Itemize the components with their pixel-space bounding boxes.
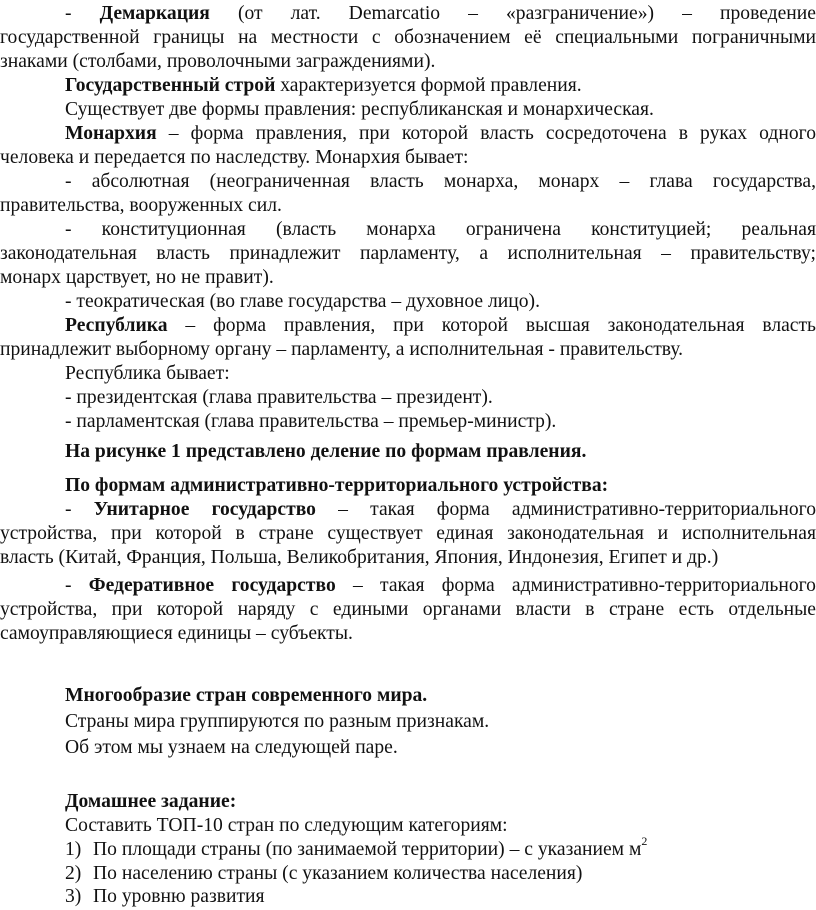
homework-heading-text: Домашнее задание: — [65, 791, 237, 812]
demarcation-line-3: знаками (столбами, проволочными заграждениями). — [0, 51, 436, 72]
constitutional-line-2: законодательная власть принадлежит парламенту, а исполнительная – правительству; — [0, 243, 816, 264]
republic-line-2: принадлежит выборному органу – парламенту, а исполнительная - правительству. — [0, 339, 684, 360]
demarcation-text: (от лат. Demarcatio – «разграничение») – проведение — [209, 3, 816, 24]
unitary-line-3: власть (Китай, Франция, Польша, Великобритания, Япония, Индонезия, Египет и др.) — [0, 547, 719, 568]
homework-item-1 — [65, 834, 816, 862]
term-republic: Республика — [65, 315, 168, 336]
admin-heading-text: По формам административно-территориального устройства: — [65, 475, 609, 496]
homework-heading — [65, 790, 816, 814]
state-structure-text: характеризуется формой правления. — [275, 75, 582, 96]
demarcation-line-2: государственной границы на местности с обозначением её специальными пограничными — [0, 27, 816, 48]
dash: - — [65, 575, 89, 596]
homework-intro: Составить ТОП-10 стран по следующим категориям: — [65, 815, 508, 836]
admin-heading — [65, 474, 816, 498]
diversity-heading-text: Многообразие стран современного мира. — [65, 685, 428, 706]
constitutional-line-3: монарх царствует, но не правит). — [0, 267, 274, 288]
monarchy-line-1 — [65, 122, 816, 146]
term-federal: Федеративное государство — [88, 575, 336, 596]
term-monarchy: Монархия — [65, 123, 157, 144]
monarchy-text: – форма правления, при которой власть сосредоточена в руках одного — [156, 123, 816, 144]
absolute-line-1: - абсолютная (неограниченная власть монарха, монарх – глава государства, — [65, 171, 816, 192]
groups-line: Страны мира группируются по разным признакам. — [65, 711, 490, 732]
absolute-line-2: правительства, вооруженных сил. — [0, 195, 282, 216]
item-text: По площади страны (по занимаемой территории) – с указанием м — [93, 839, 642, 860]
dash: - — [65, 3, 100, 24]
term-unitary: Унитарное государство — [93, 499, 316, 520]
unitary-text: – такая форма административно-территориального — [315, 499, 816, 520]
theocratic-line: - теократическая (во главе государства – духовное лицо). — [65, 291, 540, 312]
superscript-2: 2 — [641, 834, 648, 849]
unitary-line-2: устройства, при которой в стране существует единая законодательная и исполнительная — [0, 523, 816, 544]
term-demarcation: Демаркация — [99, 3, 210, 24]
item-text: По уровню развития — [93, 886, 265, 907]
federal-line-3: самоуправляющиеся единицы – субъекты. — [0, 623, 353, 644]
item-text: По населению страны (с указанием количества населения) — [93, 863, 583, 884]
two-forms-line: Существует две формы правления: республиканская и монархическая. — [65, 99, 654, 120]
constitutional-line-1: - конституционная (власть монарха ограничена конституцией; реальная — [65, 219, 816, 240]
demarcation-line-1 — [65, 2, 816, 26]
diversity-heading — [65, 684, 816, 708]
homework-item-3 — [65, 885, 816, 909]
next-class-line: Об этом мы узнаем на следующей паре. — [65, 737, 398, 758]
parliamentary-line: - парламентская (глава правительства – премьер-министр). — [65, 411, 557, 432]
item-number: 1) — [65, 839, 82, 860]
federal-text: – такая форма административно-территориального — [335, 575, 816, 596]
term-state-structure: Государственный строй — [65, 75, 276, 96]
federal-line-1 — [65, 574, 816, 598]
item-number: 2) — [65, 863, 82, 884]
unitary-line-1 — [65, 498, 816, 522]
republic-text: – форма правления, при которой высшая законодательная власть — [167, 315, 816, 336]
republic-types-line: Республика бывает: — [65, 363, 230, 384]
republic-line-1 — [65, 314, 816, 338]
item-number: 3) — [65, 886, 82, 907]
homework-item-2 — [65, 862, 816, 886]
state-structure-line — [65, 74, 816, 98]
figure-reference — [65, 440, 816, 464]
monarchy-line-2: человека и передается по наследству. Монархия бывает: — [0, 147, 469, 168]
figure-reference-text: На рисунке 1 представлено деление по формам правления. — [65, 441, 587, 462]
dash: - — [65, 499, 94, 520]
presidential-line: - президентская (глава правительства – президент). — [65, 387, 493, 408]
federal-line-2: устройства, при которой наряду с едиными органами власти в стране есть отдельные — [0, 599, 816, 620]
